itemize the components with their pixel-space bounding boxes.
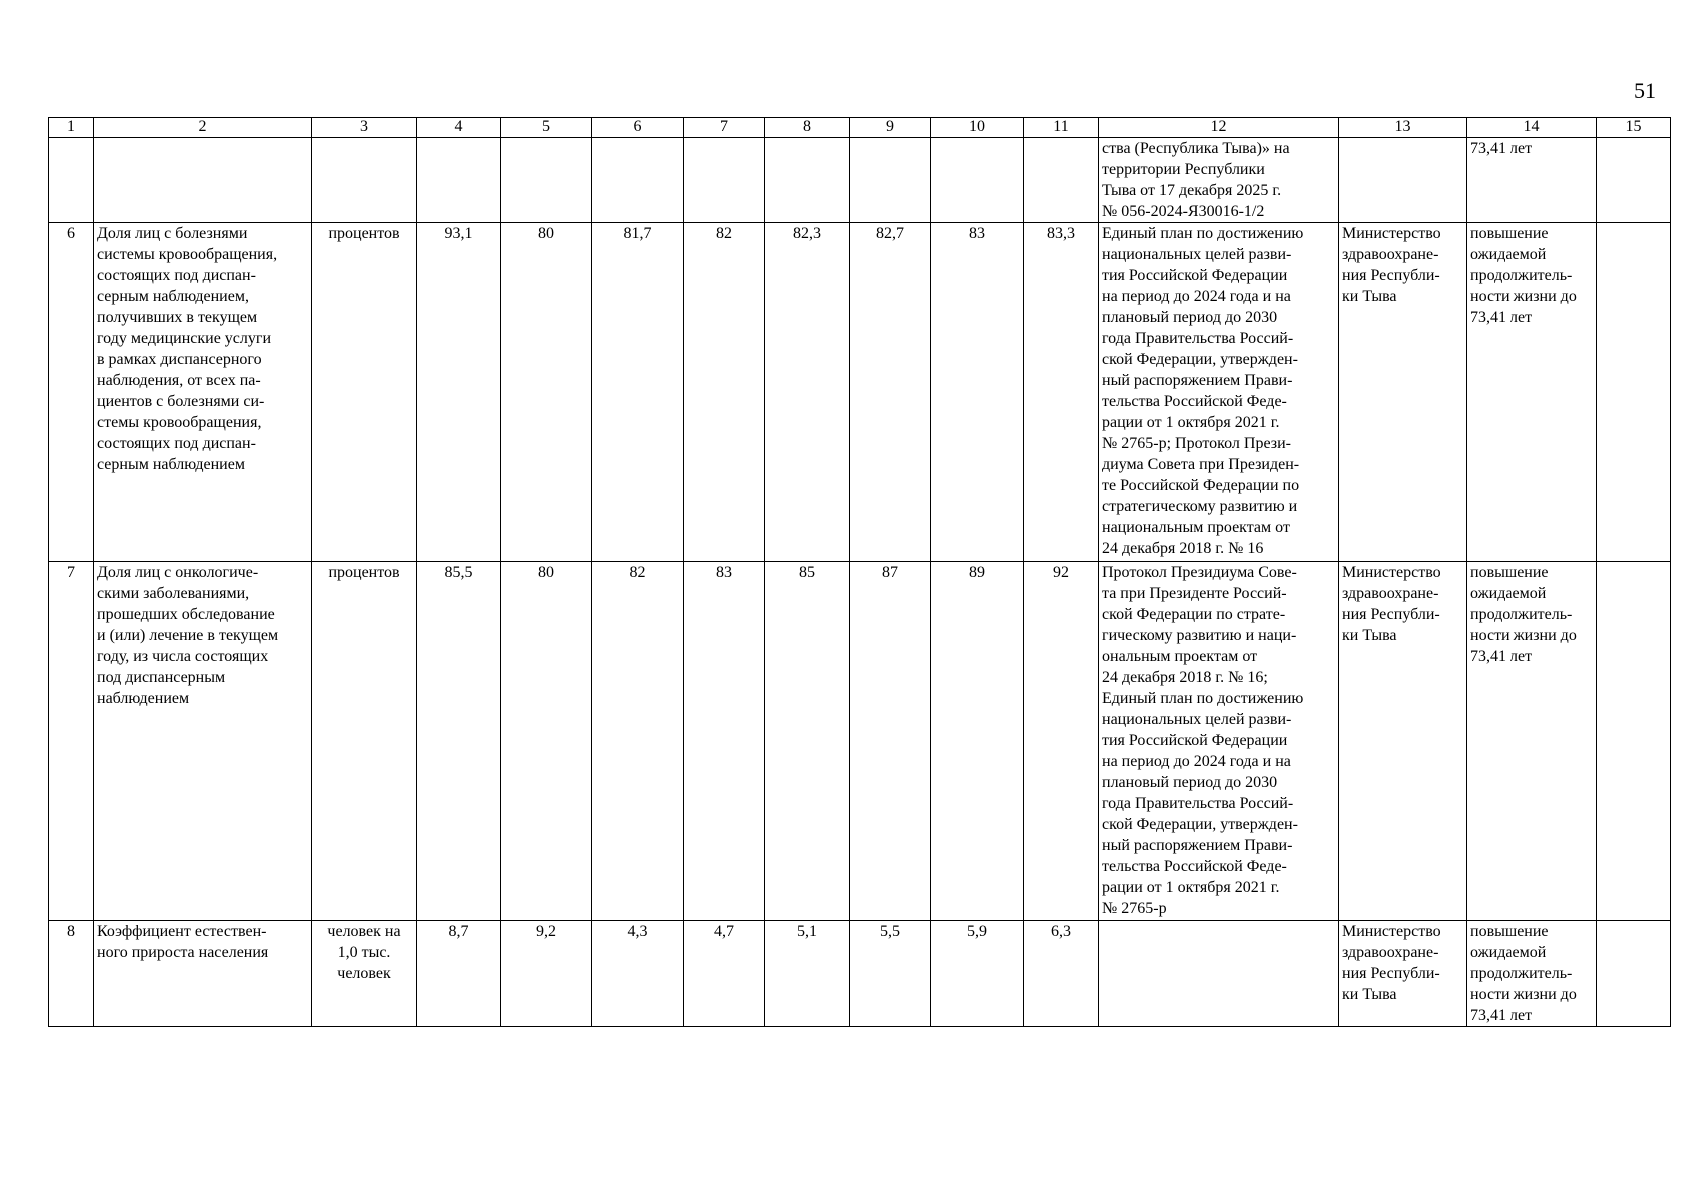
indicator-name: Доля лиц с болезнями системы кровообращения, состоящих под диспан- серным наблюдением, получивших в текущем году медицинские услуги в рамках диспансерного наблюдения, от всех па- циентов с болезнями си- стемы кровообращения, состоящих под диспан- серным наблюдением	[94, 223, 312, 562]
value-cell: 4,7	[684, 921, 765, 1027]
header-cell: 9	[850, 118, 931, 138]
goal-cell: 73,41 лет	[1467, 138, 1597, 223]
value-cell: 82,3	[765, 223, 850, 562]
goal-cell: повышение ожидаемой продолжитель- ности жизни до 73,41 лет	[1467, 562, 1597, 921]
value-cell: 82,7	[850, 223, 931, 562]
header-cell: 3	[312, 118, 417, 138]
legal-basis-cell: Единый план по достижению национальных целей разви- тия Российской Федерации на период до 2024 года и на плановый период до 2030 года Правительства Россий- ской Федерации, утвержден- ный распоряжением Прави- тельства Российской Феде- рации от 1 октября 2021 г. № 2765-р; Протокол Прези- диума Совета при Президен- те Российской Федерации по стратегическому развитию и национальным проектам от 24 декабря 2018 г. № 16	[1099, 223, 1339, 562]
value-cell: 83,3	[1024, 223, 1099, 562]
legal-basis-cell	[1099, 921, 1339, 1027]
empty-cell	[1597, 562, 1671, 921]
unit-cell: процентов	[312, 223, 417, 562]
header-cell: 14	[1467, 118, 1597, 138]
responsible-cell: Министерство здравоохране- ния Республи- ки Тыва	[1339, 223, 1467, 562]
value-cell: 85,5	[417, 562, 501, 921]
page-number: 51	[1634, 78, 1656, 103]
value-cell: 82	[684, 223, 765, 562]
responsible-cell: Министерство здравоохране- ния Республи- ки Тыва	[1339, 562, 1467, 921]
table-row	[49, 921, 1671, 1027]
header-cell: 5	[501, 118, 592, 138]
empty-cell	[1597, 921, 1671, 1027]
value-cell: 4,3	[592, 921, 684, 1027]
legal-basis-cell: ства (Республика Тыва)» на территории Республики Тыва от 17 декабря 2025 г. № 056-2024-Я30016-1/2	[1099, 138, 1339, 223]
indicator-name: Коэффициент естествен- ного прироста населения	[94, 921, 312, 1027]
legal-basis-cell: Протокол Президиума Сове- та при Президенте Россий- ской Федерации по страте- гическому развитию и наци- ональным проектам от 24 декабря 2018 г. № 16; Единый план по достижению национальных целей разви- тия Российской Федерации на период до 2024 года и на плановый период до 2030 года Правительства Россий- ской Федерации, утвержден- ный распоряжением Прави- тельства Российской Феде- рации от 1 октября 2021 г. № 2765-р	[1099, 562, 1339, 921]
value-cell: 93,1	[417, 223, 501, 562]
value-cell: 83	[684, 562, 765, 921]
header-cell: 4	[417, 118, 501, 138]
row-number: 7	[49, 562, 94, 921]
header-cell: 8	[765, 118, 850, 138]
indicators-table	[48, 117, 1671, 1027]
header-cell: 1	[49, 118, 94, 138]
value-cell: 5,9	[931, 921, 1024, 1027]
header-cell: 10	[931, 118, 1024, 138]
unit-cell: человек на 1,0 тыс. человек	[312, 921, 417, 1027]
header-cell: 13	[1339, 118, 1467, 138]
header-cell: 2	[94, 118, 312, 138]
value-cell: 6,3	[1024, 921, 1099, 1027]
value-cell: 8,7	[417, 921, 501, 1027]
value-cell: 92	[1024, 562, 1099, 921]
value-cell: 80	[501, 223, 592, 562]
value-cell: 5,1	[765, 921, 850, 1027]
value-cell: 5,5	[850, 921, 931, 1027]
value-cell: 83	[931, 223, 1024, 562]
unit-cell: процентов	[312, 562, 417, 921]
table-row	[49, 562, 1671, 921]
value-cell: 85	[765, 562, 850, 921]
value-cell: 87	[850, 562, 931, 921]
value-cell: 89	[931, 562, 1024, 921]
value-cell: 80	[501, 562, 592, 921]
header-cell: 15	[1597, 118, 1671, 138]
continuation-row	[49, 138, 1671, 223]
row-number: 8	[49, 921, 94, 1027]
header-cell: 11	[1024, 118, 1099, 138]
header-cell: 6	[592, 118, 684, 138]
row-number: 6	[49, 223, 94, 562]
header-cell: 7	[684, 118, 765, 138]
value-cell: 9,2	[501, 921, 592, 1027]
empty-cell	[1597, 223, 1671, 562]
column-number-header	[49, 118, 1671, 138]
responsible-cell: Министерство здравоохране- ния Республи- ки Тыва	[1339, 921, 1467, 1027]
value-cell: 82	[592, 562, 684, 921]
header-cell: 12	[1099, 118, 1339, 138]
goal-cell: повышение ожидаемой продолжитель- ности жизни до 73,41 лет	[1467, 921, 1597, 1027]
indicator-name: Доля лиц с онкологиче- скими заболеваниями, прошедших обследование и (или) лечение в текущем году, из числа состоящих под диспансерным наблюдением	[94, 562, 312, 921]
value-cell: 81,7	[592, 223, 684, 562]
goal-cell: повышение ожидаемой продолжитель- ности жизни до 73,41 лет	[1467, 223, 1597, 562]
table-row	[49, 223, 1671, 562]
